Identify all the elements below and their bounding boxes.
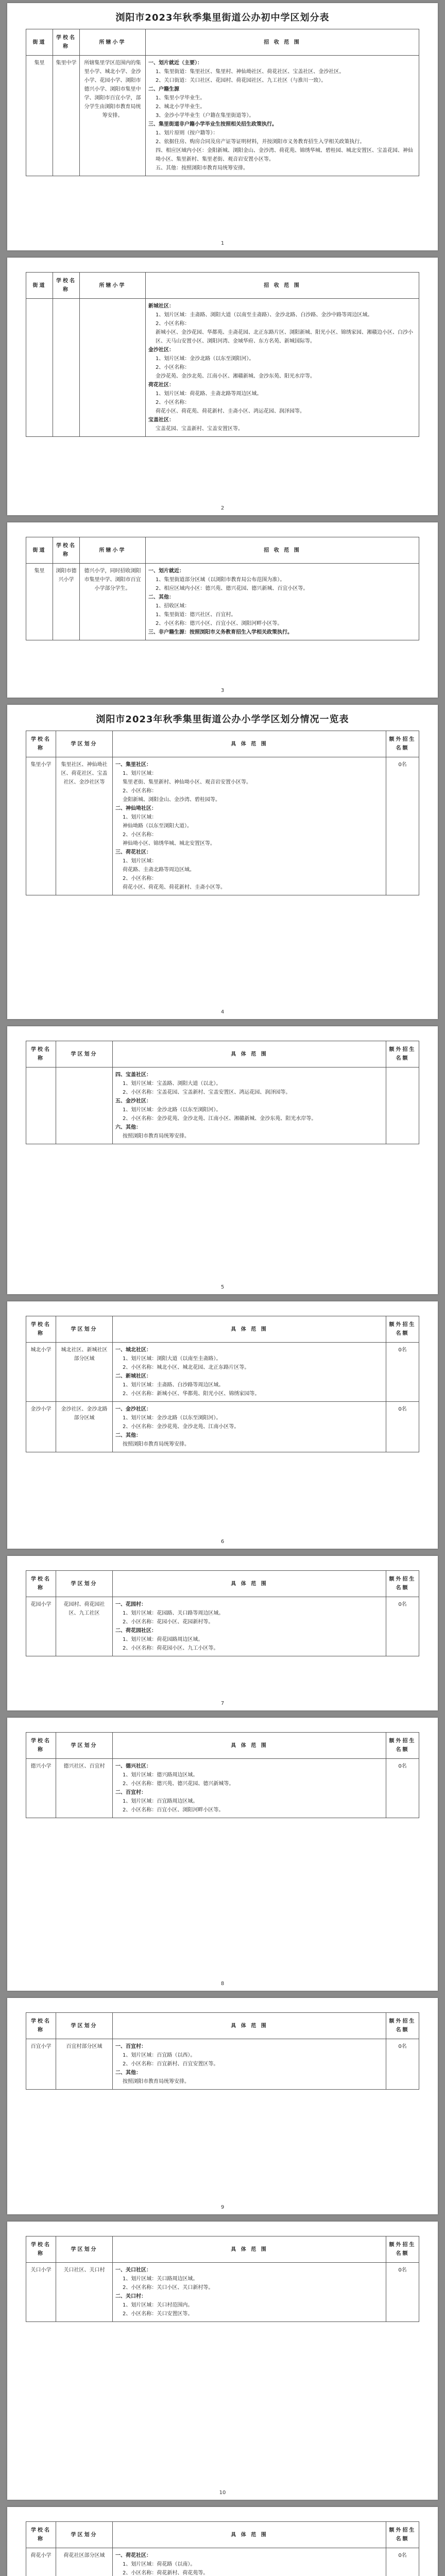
range-line: 1、划片区域：关口路周边区域。 [123,2276,198,2282]
cell-range [113,2039,386,2090]
range-line: 一、划片就近： [148,568,184,574]
primary-school-table-p7 [26,1570,419,1656]
cell-division: 百宜村部分区域 [56,2039,113,2090]
cell-division: 花园村、荷花园社区、九工社区 [56,1597,113,1656]
table-row [26,2039,419,2090]
header-school: 学校名称 [26,1316,56,1343]
range-line: 1、划片区域：宝盖路、浏阳大道（以北）。 [123,1081,221,1087]
cell-range [113,1067,386,1144]
range-line: 2、小区名称：百宜新村、百宜安置区等。 [123,2061,219,2067]
range-line: 金阳新城、浏阳金山、金沙湾、碧桂园等。 [123,797,220,803]
header-quota: 额外招生名额 [386,2013,419,2039]
doc-page-5 [7,1026,438,1294]
header-school: 学校名称 [26,2522,56,2548]
header-division: 学区划分 [56,2236,113,2263]
cell-primary [80,299,146,437]
header-street: 街道 [26,29,53,56]
table-row [26,2263,419,2322]
doc-page-9 [7,1998,438,2214]
primary-school-table-p9 [26,2012,419,2090]
range-line: 荷花小区、荷花苑、荷花新村、圭斋小区、鸿运花园、润泽园等。 [156,409,305,414]
page-title: 浏阳市2023年秋季集里街道公办初中学区划分表 [115,12,330,23]
range-line: 1、划片区域：花园路、关口路等周边区域。 [123,1611,224,1616]
range-line: 2、小区名称：城北小区、城北花园、北正东路片区等。 [123,1365,250,1370]
range-line: 1、划片区域： [123,858,157,864]
header-division: 学区划分 [56,1571,113,1597]
range-line: 金沙社区： [148,347,174,353]
range-line: 2、相应区域内小区：德兴苑、德兴花园、德兴新城、百宜小区等。 [156,586,309,591]
table-row [26,1402,419,1452]
range-line: 一、集里社区： [115,762,151,768]
header-range: 招 收 范 围 [146,537,419,564]
range-line: 荷花小区、荷花苑、荷花新村、圭斋小区等。 [123,885,226,890]
table-row [26,1759,419,1818]
header-range: 具 体 范 围 [113,1041,386,1067]
range-line: 1、集里街道：德兴社区、百宜村。 [156,612,236,618]
header-primary: 所辖小学 [80,29,146,56]
header-range: 招 收 范 围 [146,29,419,56]
doc-page-1 [7,3,438,250]
page-number: 3 [220,688,225,693]
range-line: 宝盖花园、宝盖新村、宝盖安置区等。 [156,426,243,432]
range-line: 1、划片区域：圭斋路、浏阳大道（以南至圭斋路）、金沙北路、白沙路、金沙中路等周边区域。 [156,312,373,318]
header-quota: 额外招生名额 [386,1041,419,1067]
cell-school: 花园小学 [26,1597,56,1656]
table-row [26,1067,419,1144]
range-line: 1、招收区域： [156,603,190,609]
range-line: 新城小区、金沙花园、华都苑、圭斋花园、北正东路片区、浏阳新城、阳光小区、锦绣家园、湘赣边小区、白沙小区、天马山安置小区、浏阳河湾、金域华府、东方名苑、新城国际等。 [156,330,413,344]
range-line: 一、关口社区： [115,2267,151,2273]
header-street: 街道 [26,273,53,299]
range-line: 四、宝盖社区： [115,1072,151,1078]
header-division: 学区划分 [56,1316,113,1343]
header-quota: 额外招生名额 [386,1316,419,1343]
range-line: 2、小区名称：花园小区、花园新村等。 [123,1619,214,1625]
cell-range [146,299,419,437]
range-line: 1、划片区域：荷花园路周边区域。 [123,1637,203,1642]
cell-range [146,56,419,176]
header-division: 学区划分 [56,1733,113,1759]
header-division: 学区划分 [56,731,113,757]
range-line: 按照浏阳市教育局统筹安排。 [123,1133,190,1139]
range-line: 新城社区： [148,303,174,309]
cell-street [26,299,53,437]
cell-division: 城北社区、新城社区部分区域 [56,1343,113,1402]
header-quota: 额外招生名额 [386,731,419,757]
header-range: 具 体 范 围 [113,2013,386,2039]
range-line: 二、其他： [115,2070,141,2076]
page-number: 2 [220,505,225,511]
range-line: 1、集里街道部分区域（以浏阳市教育局公布范围为准）。 [156,577,285,583]
cell-division: 集里社区、神仙坳社区、荷花社区、宝盖社区、金沙社区等 [56,757,113,895]
header-range: 具 体 范 围 [113,2236,386,2263]
range-line: 1、集里街道：集里社区、集里村、神仙坳社区、荷花社区、宝盖社区、金沙社区。 [156,69,345,75]
range-line: 三、非户籍生源：按照浏阳市义务教育招生入学相关政策执行。 [148,630,293,635]
table-row [26,2548,419,2576]
range-line: 金沙花苑、金沙北苑、江南小区、湘赣新城、金沙东苑、阳光水岸等。 [156,374,315,379]
doc-page-6 [7,1301,438,1549]
table-header-row [26,2522,419,2548]
range-line: 2、小区名称：新城小区、华都苑、阳光小区、锦绣家园等。 [123,1391,260,1397]
cell-division: 关口社区、关口村 [56,2263,113,2322]
primary-school-table [26,731,419,895]
header-range: 具 体 范 围 [113,2522,386,2548]
range-line: 一、花园村： [115,1602,146,1607]
cell-quota: 0名 [386,2548,419,2576]
header-division: 学区划分 [56,1041,113,1067]
range-line: 1、划片区域：荷花路（以南）。 [123,2562,196,2567]
table-header-row [26,1316,419,1343]
range-line: 一、荷花社区： [115,2553,151,2558]
doc-page-8 [7,1718,438,1991]
range-line: 2、小区名称：百宜小区、浏阳河畔小区等。 [123,1807,224,1813]
range-line: 1、划片区域：德兴路周边区域。 [123,1772,198,1778]
range-line: 一、德兴社区： [115,1764,151,1769]
range-line: 二、其他： [115,1433,141,1438]
cell-range [113,2263,386,2322]
primary-school-table-p10 [26,2236,419,2322]
range-line: 四、相应区域内小区：金阳新城、浏阳金山、金沙湾、荷花苑、锦绣华城、碧桂园、城北安置区、宝盖花园、神仙坳小区、集里新村、集里老街、观音岩安置小区等。 [156,148,413,162]
header-primary: 所辖小学 [80,273,146,299]
primary-school-table-p11 [26,2521,419,2576]
range-line: 二、关口村： [115,2294,146,2299]
range-line: 二、神仙坳社区： [115,806,157,811]
header-quota: 额外招生名额 [386,2522,419,2548]
range-line: 2、小区名称： [156,400,190,405]
range-line: 2、小区名称：关口安置区等。 [123,2311,193,2317]
range-line: 二、其他： [148,595,174,600]
cell-school: 荷花小学 [26,2548,56,2576]
table-header-row [26,1571,419,1597]
range-line: 三、荷花社区： [115,850,151,855]
cell-school: 德兴小学 [26,1759,56,1818]
cell-street: 集里 [26,56,53,176]
range-line: 1、划片区域： [123,771,157,776]
range-line: 一、百宜村： [115,2044,146,2049]
range-line: 二、户籍生源 [148,87,179,92]
range-line: 宝盖社区： [148,417,174,423]
range-line: 2、小区名称： [123,788,157,794]
middle-school-table [26,29,419,176]
header-school: 学校名称 [26,2236,56,2263]
cell-range [146,564,419,640]
table-row [26,1343,419,1402]
cell-school: 集里中学 [53,56,80,176]
table-header-row [26,731,419,757]
range-line: 2、小区名称：德兴小区、百宜小区、浏阳河畔小区等。 [156,621,283,626]
header-quota: 额外招生名额 [386,1571,419,1597]
range-line: 2、小区名称： [156,321,190,327]
cell-quota: 0名 [386,1343,419,1402]
range-line: 五、其他：按照浏阳市教育局统筹安排。 [156,165,248,171]
range-line: 2、小区名称：宝盖花园、宝盖新村、宝盖安置区、鸿运花园、润泽园等。 [123,1090,291,1095]
table-header-row [26,29,419,56]
table-header-row [26,1041,419,1067]
page-number: 7 [220,1701,225,1706]
header-school: 学校名称 [53,29,80,56]
range-line: 1、划片区域：金沙北路（以东至浏阳河）。 [123,1415,221,1421]
doc-page-11 [7,2507,438,2576]
range-line: 五、金沙社区： [115,1098,151,1104]
range-line: 2、小区名称： [123,832,157,838]
table-header-row [26,273,419,299]
table-row [26,1597,419,1656]
cell-range [113,2548,386,2576]
header-primary: 所辖小学 [80,537,146,564]
range-line: 六、其他： [115,1125,141,1130]
cell-quota: 0名 [386,1597,419,1656]
header-school: 学校名称 [53,273,80,299]
range-line: 一、划片就近（主要）： [148,60,202,66]
cell-range [113,1343,386,1402]
primary-school-table-p8 [26,1732,419,1818]
range-line: 1、划片区域：圭斋路、白沙路等周边区域。 [123,1382,224,1388]
cell-quota: 0名 [386,2263,419,2322]
header-range: 具 体 范 围 [113,731,386,757]
page-number: 10 [219,2490,226,2496]
cell-division: 德兴社区、百宜村 [56,1759,113,1818]
cell-quota: 0名 [386,2039,419,2090]
cell-school: 关口小学 [26,2263,56,2322]
header-quota: 额外招生名额 [386,1733,419,1759]
doc-page-7 [7,1556,438,1710]
cell-school: 浏阳市德兴小学 [53,564,80,640]
range-line: 二、荷花园社区： [115,1628,157,1634]
range-line: 三、集里街道非户籍小学毕业生按照相关招生政策执行。 [148,122,277,127]
table-header-row [26,1733,419,1759]
range-line: 神仙坳小区、锦绣华城、城北安置区等。 [123,841,215,846]
range-line: 2、小区名称： [123,876,157,882]
page-number: 9 [220,2205,225,2210]
range-line: 荷花路、圭斋北路等周边区域。 [123,867,195,873]
range-line: 1、划片区域：百宜路周边区域。 [123,1799,198,1804]
doc-page-4 [7,705,438,1019]
range-line: 2、小区名称：德兴苑、德兴花园、德兴新城等。 [123,1781,234,1787]
doc-page-2 [7,258,438,515]
page-number: 5 [220,1284,225,1290]
table-row [26,299,419,437]
cell-division: 荷花社区部分区域 [56,2548,113,2576]
range-line: 2、小区名称：关口小区、关口新村等。 [123,2285,214,2291]
cell-range [113,1402,386,1452]
cell-range [113,1597,386,1656]
range-line: 2、小区名称：荷花园小区、九工小区等。 [123,1646,219,1651]
range-line: 荷花社区： [148,382,174,388]
range-line: 二、百宜村： [115,1790,146,1795]
range-line: 1、划片原则（按户籍等）： [156,130,218,136]
cell-school [53,299,80,437]
range-line: 二、新城社区： [115,1374,151,1379]
cell-quota [386,1067,419,1144]
header-range: 具 体 范 围 [113,1316,386,1343]
doc-page-3 [7,522,438,698]
table-header-row [26,2013,419,2039]
header-school: 学校名称 [26,1733,56,1759]
range-line: 2、小区名称：金沙花苑、金沙北苑、江南小区等。 [123,1424,239,1430]
cell-division: 金沙社区、金沙北路部分区域 [56,1402,113,1452]
range-line: 2、小区名称：金沙花苑、金沙北苑、江南小区、湘赣新城、金沙东苑、阳光水岸等。 [123,1116,317,1122]
doc-page-10 [7,2222,438,2500]
range-line: 2、城北小学毕业生。 [156,104,206,110]
cell-school: 城北小学 [26,1343,56,1402]
cell-school: 集里小学 [26,757,56,895]
table-header-row [26,2236,419,2263]
range-line: 3、金沙小学毕业生（户籍在集里街道等）。 [156,113,254,118]
cell-primary: 所辖集里学区范围内的集里小学、城北小学、金沙小学、花园小学、浏阳市德兴小学、浏阳市集里中学、浏阳市百宜小学，部分学生由浏阳市教育局统筹安排。 [80,56,146,176]
cell-school [26,1067,56,1144]
cell-street: 集里 [26,564,53,640]
table-row [26,564,419,640]
cell-quota: 0名 [386,1402,419,1452]
header-range: 具 体 范 围 [113,1733,386,1759]
cell-school: 金沙小学 [26,1402,56,1452]
page-number: 6 [220,1539,225,1545]
header-school: 学校名称 [26,731,56,757]
table-header-row [26,537,419,564]
range-line: 神仙坳路（以东至浏阳大道）。 [123,823,192,829]
range-line: 2、关口街道：关口社区、花园村、荷花园社区、九工社区（与淮川一致）。 [156,78,327,83]
header-school: 学校名称 [53,537,80,564]
range-line: 2、小区名称： [156,365,190,370]
primary-page-title: 浏阳市2023年秋季集里街道公办小学学区划分情况一览表 [96,714,349,725]
range-line: 1、划片区域： [123,815,157,820]
header-school: 学校名称 [26,1041,56,1067]
range-line: 1、划片区域：金沙北路（以东至浏阳河）。 [123,1107,221,1113]
cell-quota: 0名 [386,1759,419,1818]
middle-school-table-2 [26,537,419,640]
header-range: 招 收 范 围 [146,273,419,299]
range-line: 按照浏阳市教育局统筹安排。 [123,2079,190,2084]
cell-primary: 德兴小学，同时招收浏阳市集里中学、浏阳市百宜小学部分学生。 [80,564,146,640]
range-line: 一、城北社区： [115,1347,151,1353]
page-number: 1 [220,241,225,246]
primary-school-table-p6 [26,1316,419,1452]
cell-quota: 0名 [386,757,419,895]
primary-school-table-cont [26,1041,419,1144]
header-division: 学区划分 [56,2013,113,2039]
page-number: 8 [220,1981,225,1987]
header-school: 学校名称 [26,2013,56,2039]
header-division: 学区划分 [56,2522,113,2548]
range-line: 2、小区名称：荷花新村、荷花苑等。 [123,2570,209,2576]
range-line: 1、划片区域：关口村范围内。 [123,2302,193,2308]
range-line: 1、集里小学毕业生。 [156,95,206,101]
header-school: 学校名称 [26,1571,56,1597]
header-quota: 额外招生名额 [386,2236,419,2263]
range-line: 一、金沙社区： [115,1406,151,1412]
table-row [26,757,419,895]
cell-range [113,1759,386,1818]
range-line: 2、依据住房、购房合同及房产证等证明材料，并按浏阳市义务教育招生入学相关政策执行。 [156,139,365,145]
cell-school: 百宜小学 [26,2039,56,2090]
range-line: 1、划片区域：浏阳大道（以南至圭斋路）。 [123,1356,221,1362]
header-street: 街道 [26,537,53,564]
range-line: 集里老街、集里新村、神仙坳小区、观音岩安置小区等。 [123,779,251,785]
middle-school-table-cont [26,272,419,437]
range-line: 1、划片区域：金沙北路（以东至浏阳河）。 [156,356,254,362]
cell-division [56,1067,113,1144]
range-line: 1、划片区域：荷花路、圭斋北路等周边区域。 [156,391,262,397]
page-number: 4 [220,1009,225,1015]
cell-range [113,757,386,895]
range-line: 1、划片区域：百宜路（以西）。 [123,2053,196,2058]
header-range: 具 体 范 围 [113,1571,386,1597]
table-row [26,56,419,176]
range-line: 按照浏阳市教育局统筹安排。 [123,1442,190,1447]
